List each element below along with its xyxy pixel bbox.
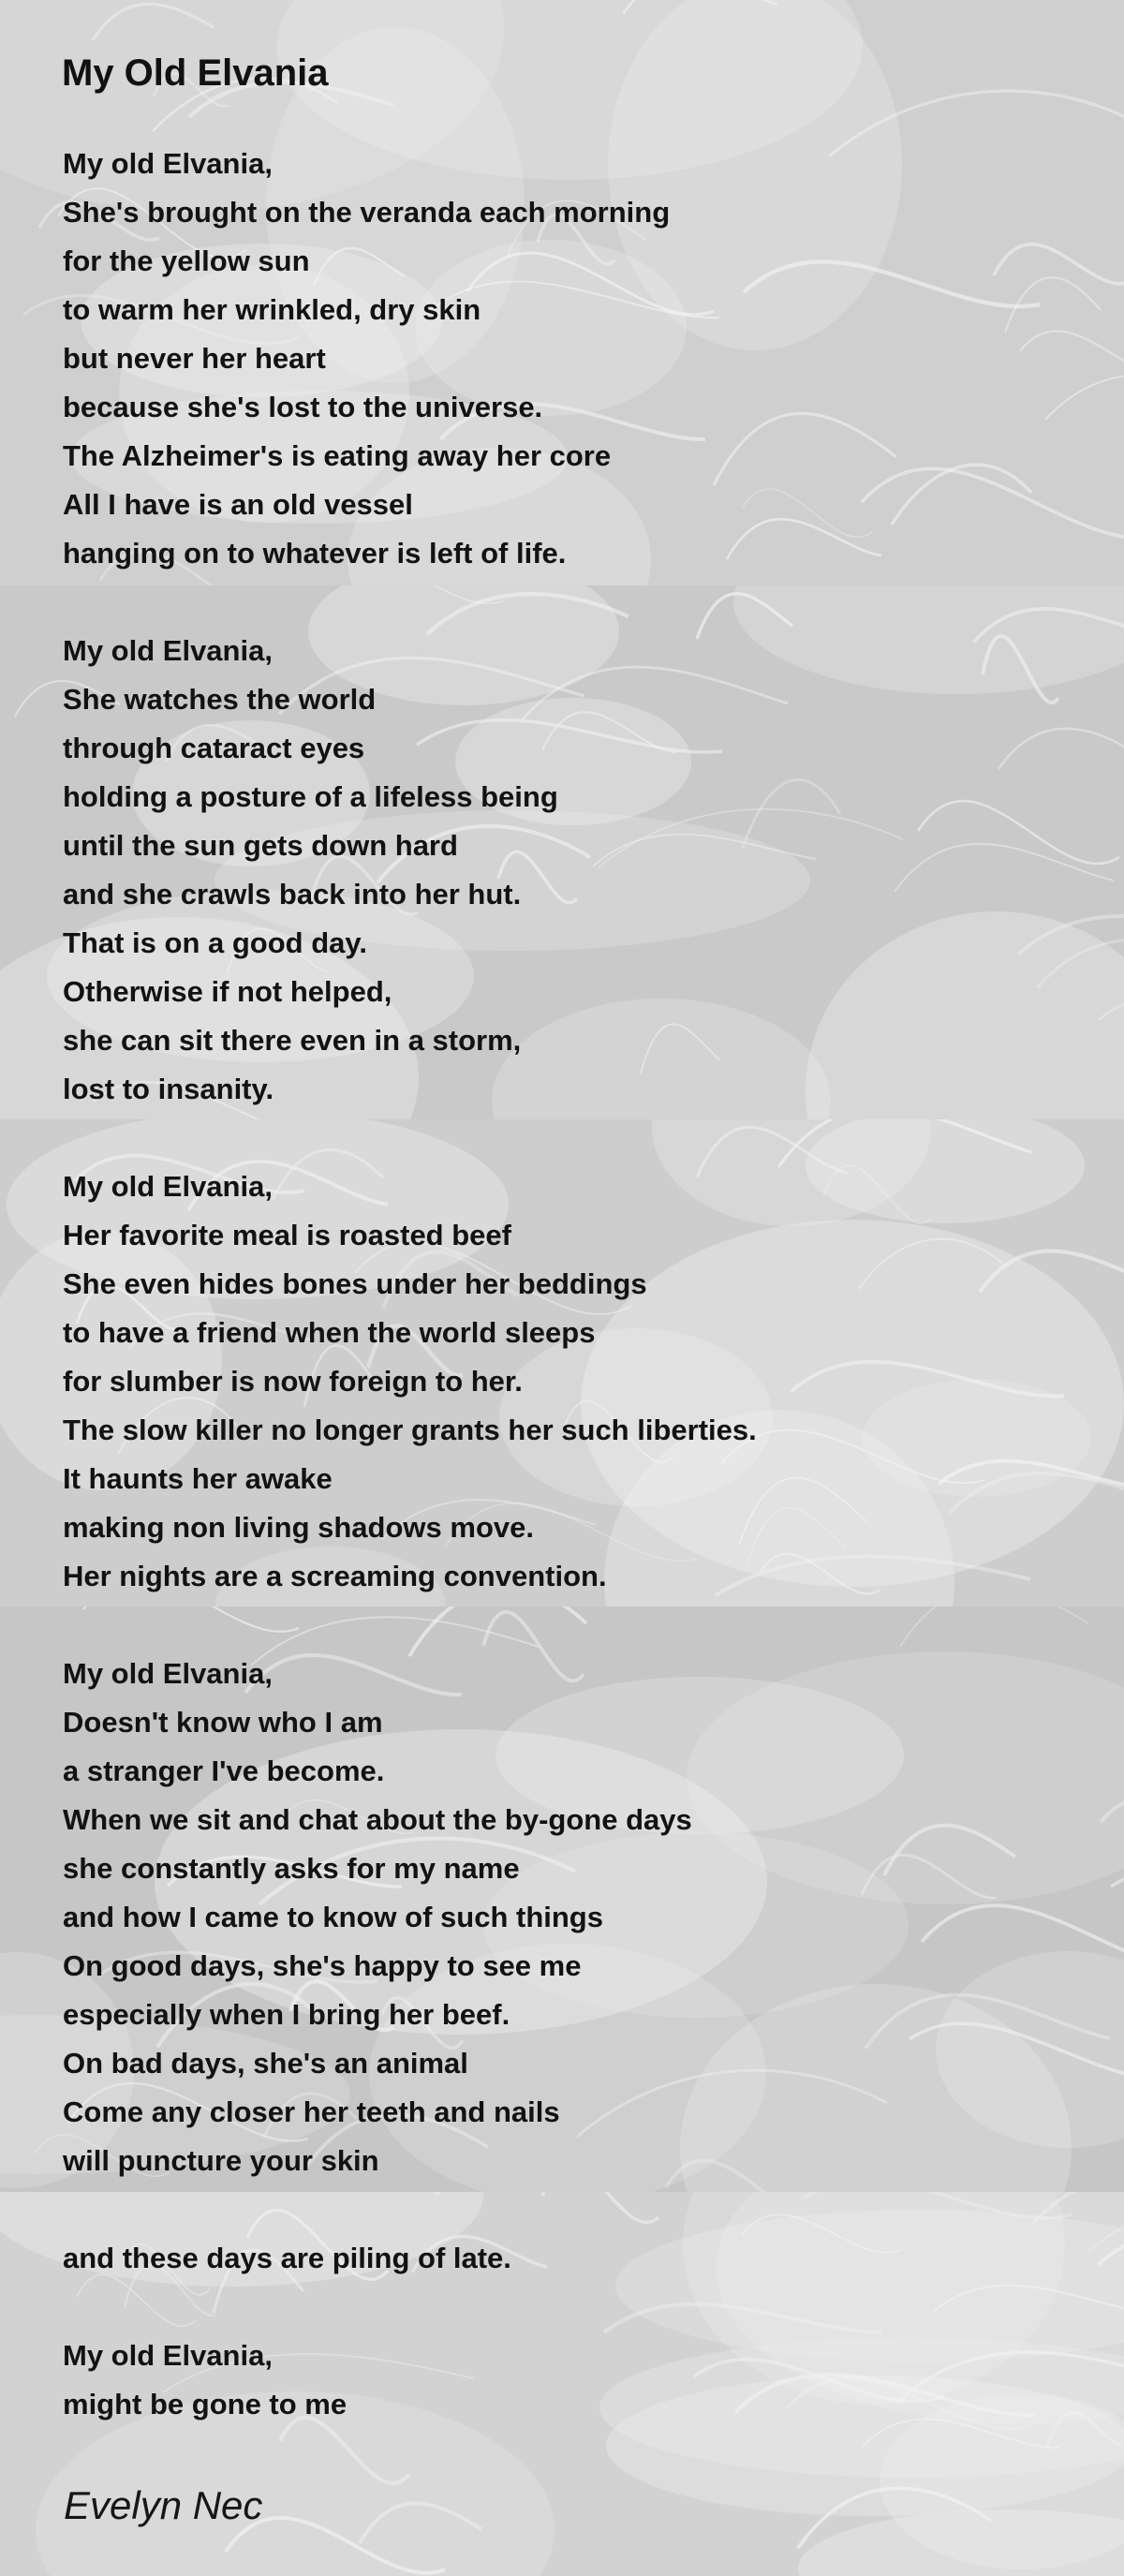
poem-title: My Old Elvania [62, 52, 329, 94]
poem-line: The Alzheimer's is eating away her core [63, 439, 612, 472]
poem-line: She watches the world [63, 683, 377, 716]
texture-swirl [1045, 374, 1124, 420]
texture-swirl [862, 468, 1124, 538]
poem-line: All I have is an old vessel [63, 488, 413, 521]
poem-line: might be gone to me [63, 2388, 348, 2421]
poem-line: through cataract eyes [63, 732, 365, 764]
texture-swirl [998, 729, 1124, 769]
texture-swirl [714, 413, 896, 485]
texture-blotch [492, 999, 831, 1119]
texture-swirl [742, 489, 873, 537]
poem-line: My old Elvania, [63, 2339, 273, 2372]
poem-line: Her favorite meal is roasted beef [63, 1219, 511, 1251]
poem-line: My old Elvania, [63, 634, 273, 667]
poem-line: My old Elvania, [63, 1170, 273, 1203]
poem-line: On good days, she's happy to see me [63, 1949, 582, 1982]
poem-line: to warm her wrinkled, dry skin [63, 293, 481, 326]
poem-line: especially when I bring her beef. [63, 1998, 510, 2031]
poem-line: She's brought on the veranda each morning [63, 196, 671, 229]
poem-line: she constantly asks for my name [63, 1852, 520, 1885]
texture-swirl [1111, 1870, 1124, 1923]
poem-line: for the yellow sun [63, 244, 310, 277]
poem-line: to have a friend when the world sleeps [63, 1316, 596, 1349]
texture-swirl [727, 519, 881, 559]
poem-line: lost to insanity. [63, 1073, 274, 1105]
poem-line: It haunts her awake [63, 1462, 333, 1495]
poem-line: Doesn't know who I am [63, 1706, 383, 1739]
poem-line: holding a posture of a lifeless being [63, 780, 558, 813]
texture-blotch [581, 1220, 1124, 1587]
poem-line: and she crawls back into her hut. [63, 878, 522, 910]
poem-line: until the sun gets down hard [63, 829, 458, 862]
poem-line: and how I came to know of such things [63, 1901, 603, 1933]
texture-swirl [895, 844, 1114, 892]
poem-line: for slumber is now foreign to her. [63, 1365, 523, 1398]
texture-swirl [918, 801, 1119, 864]
poem-author: Evelyn Nec [64, 2483, 263, 2527]
texture-swirl [483, 1612, 584, 1681]
poem-line: hanging on to whatever is left of life. [63, 537, 567, 570]
poem-line: When we sit and chat about the by-gone days [63, 1803, 692, 1836]
poem-line: making non living shadows move. [63, 1511, 534, 1544]
texture-swirl [245, 1655, 462, 1695]
texture-blotch [733, 585, 1124, 694]
poem-line: she can sit there even in a storm, [63, 1024, 522, 1057]
texture-swirl [1020, 331, 1124, 378]
poem-line: My old Elvania, [63, 1657, 273, 1690]
texture-blotch [806, 911, 1124, 1119]
texture-swirl [743, 779, 840, 848]
poem-line: She even hides bones under her beddings [63, 1267, 647, 1300]
texture-swirl [83, 1606, 299, 1632]
poem-line: My old Elvania, [63, 147, 273, 180]
poem-line: Come any closer her teeth and nails [63, 2095, 560, 2128]
texture-swirl [900, 1606, 1088, 1647]
poem-line: a stranger I've become. [63, 1754, 385, 1787]
poem-line: because she's lost to the universe. [63, 391, 543, 423]
texture-swirl [542, 2192, 658, 2223]
poem-line: That is on a good day. [63, 926, 367, 959]
poem-line: Otherwise if not helped, [63, 975, 392, 1008]
poem-line: and these days are piling of late. [63, 2242, 511, 2274]
poem-line: but never her heart [63, 342, 326, 375]
poem-line: The slow killer no longer grants her such liberties. [63, 1414, 757, 1446]
poem-line: Her nights are a screaming convention. [63, 1560, 607, 1592]
poem-line: will puncture your skin [63, 2144, 379, 2177]
poem-line: On bad days, she's an animal [63, 2047, 468, 2080]
